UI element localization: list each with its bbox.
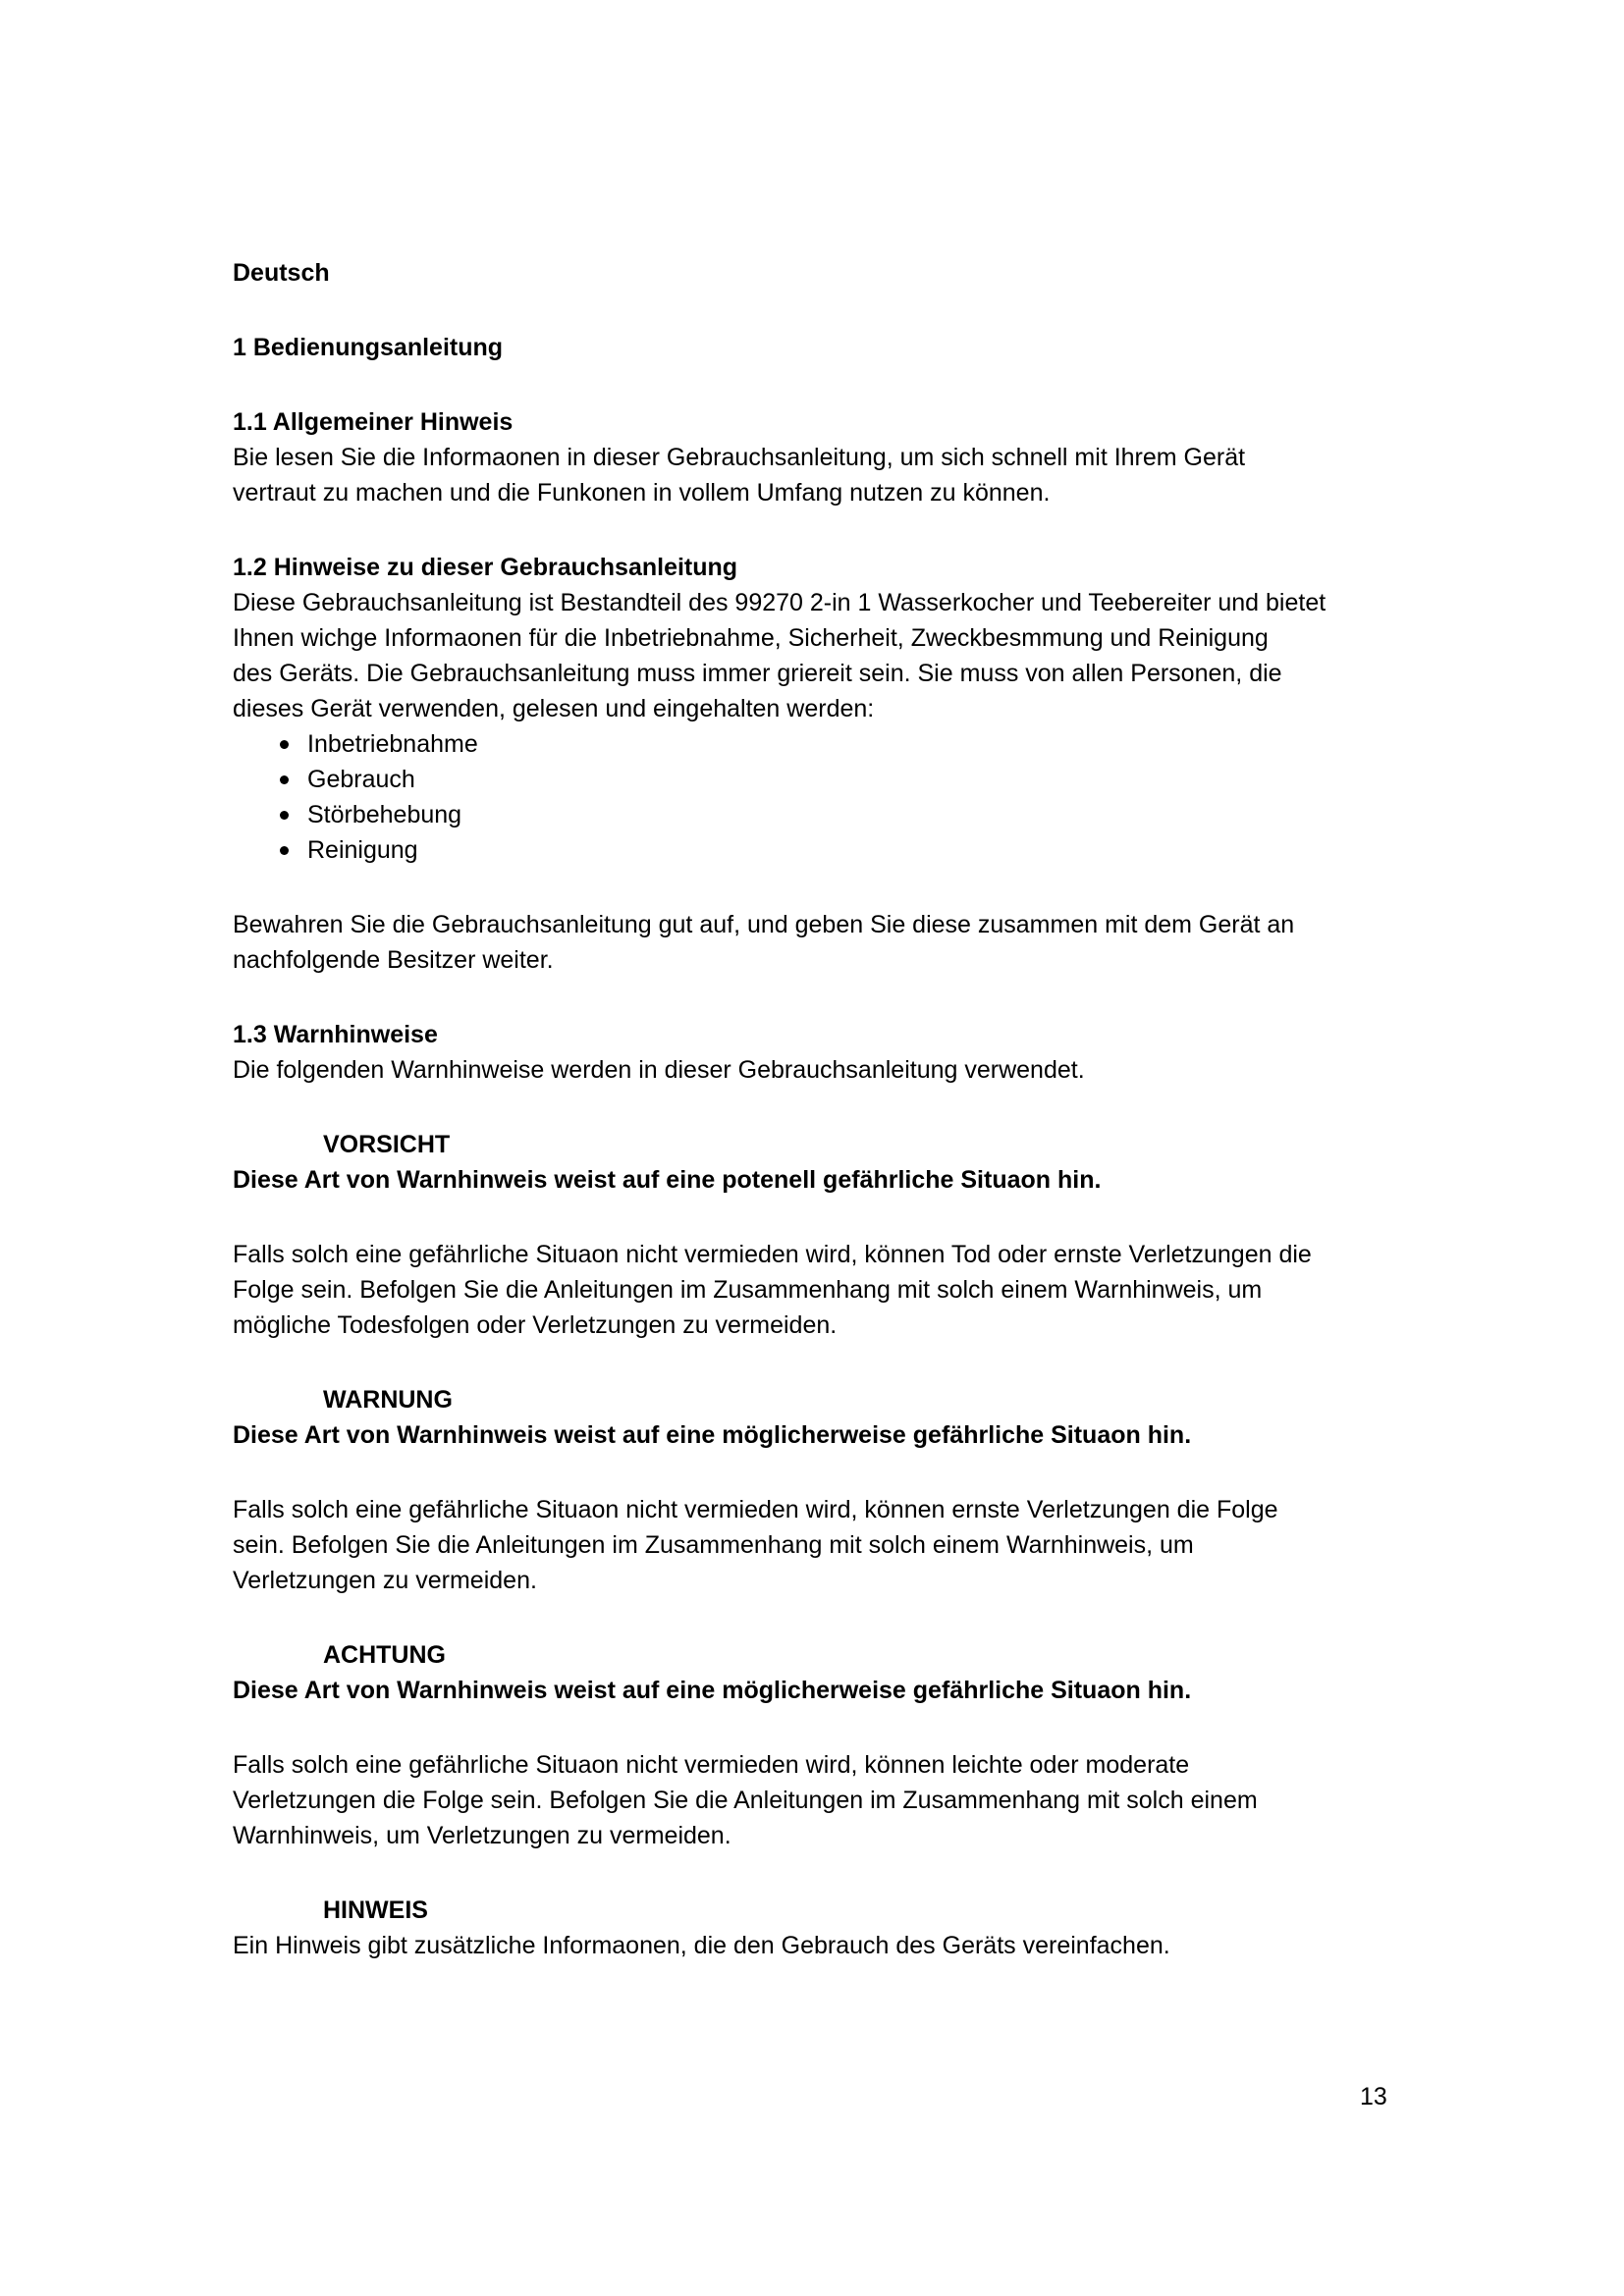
- warning-text-line: Verletzungen die Folge sein. Befolgen Sie die Anleitungen im Zusammenhang mit solch einem: [233, 1787, 1258, 1814]
- warning-text-line: Falls solch eine gefährliche Situaon nicht vermieden wird, können ernste Verletzungen die Folge: [233, 1496, 1278, 1523]
- section-1-2-line: Diese Gebrauchsanleitung ist Bestandteil des 99270 2-in 1 Wasserkocher und Teebereiter und bietet: [233, 589, 1326, 616]
- section-1-2-closing-line: Bewahren Sie die Gebrauchsanleitung gut auf, und geben Sie diese zusammen mit dem Gerät an: [233, 911, 1295, 938]
- page-number: 13: [1360, 2083, 1387, 2110]
- warning-text-line: mögliche Todesfolgen oder Verletzungen zu vermeiden.: [233, 1311, 838, 1339]
- usage-bullet-list: [233, 726, 1401, 868]
- warning-text-line: Falls solch eine gefährliche Situaon nicht vermieden wird, können leichte oder moderate: [233, 1751, 1190, 1779]
- bullet-item: Inbetriebnahme: [233, 726, 1401, 762]
- signal-word-warnung: WARNUNG: [323, 1386, 453, 1414]
- note-text: Ein Hinweis gibt zusätzliche Informaonen, die den Gebrauch des Geräts vereinfachen.: [233, 1932, 1170, 1959]
- warning-text-line: Warnhinweis, um Verletzungen zu vermeiden.: [233, 1822, 731, 1849]
- bullet-item: Gebrauch: [233, 762, 1401, 797]
- section-1-1-line: vertraut zu machen und die Funkonen in vollem Umfang nutzen zu können.: [233, 479, 1051, 507]
- warning-text-line: Verletzungen zu vermeiden.: [233, 1567, 537, 1594]
- warning-headline: Diese Art von Warnhinweis weist auf eine möglicherweise gefährliche Situaon hin.: [233, 1421, 1192, 1449]
- section-1-1-line: Bie lesen Sie die Informaonen in dieser Gebrauchsanleitung, um sich schnell mit Ihrem Gerät: [233, 444, 1246, 471]
- signal-word-achtung: ACHTUNG: [323, 1641, 446, 1669]
- warning-text-line: Folge sein. Befolgen Sie die Anleitungen im Zusammenhang mit solch einem Warnhinweis, um: [233, 1276, 1263, 1304]
- warning-headline: Diese Art von Warnhinweis weist auf eine möglicherweise gefährliche Situaon hin.: [233, 1677, 1192, 1704]
- section-1-2-closing-line: nachfolgende Besitzer weiter.: [233, 946, 554, 974]
- warning-text-line: sein. Befolgen Sie die Anleitungen im Zusammenhang mit solch einem Warnhinweis, um: [233, 1531, 1194, 1559]
- document-page: [233, 255, 1401, 1963]
- section-1-1-title: 1.1 Allgemeiner Hinweis: [233, 408, 514, 436]
- section-1-2-title: 1.2 Hinweise zu dieser Gebrauchsanleitung: [233, 554, 738, 581]
- warning-text-line: Falls solch eine gefährliche Situaon nicht vermieden wird, können Tod oder ernste Verletzungen die: [233, 1241, 1312, 1268]
- section-1-2-line: dieses Gerät verwenden, gelesen und eingehalten werden:: [233, 695, 875, 722]
- section-1-3-intro: Die folgenden Warnhinweise werden in dieser Gebrauchsanleitung verwendet.: [233, 1056, 1085, 1084]
- section-1-title: 1 Bedienungsanleitung: [233, 334, 504, 361]
- language-heading: Deutsch: [233, 259, 330, 287]
- signal-word-hinweis: HINWEIS: [323, 1896, 428, 1924]
- signal-word-vorsicht: VORSICHT: [323, 1131, 451, 1158]
- section-1-2-line: des Geräts. Die Gebrauchsanleitung muss immer griereit sein. Sie muss von allen Personen, die: [233, 660, 1282, 687]
- section-1-2-line: Ihnen wichge Informaonen für die Inbetriebnahme, Sicherheit, Zweckbesmmung und Reinigung: [233, 624, 1269, 652]
- section-1-3-title: 1.3 Warnhinweise: [233, 1021, 438, 1048]
- bullet-item: Störbehebung: [233, 797, 1401, 832]
- bullet-item: Reinigung: [233, 832, 1401, 868]
- warning-headline: Diese Art von Warnhinweis weist auf eine potenell gefährliche Situaon hin.: [233, 1166, 1102, 1194]
